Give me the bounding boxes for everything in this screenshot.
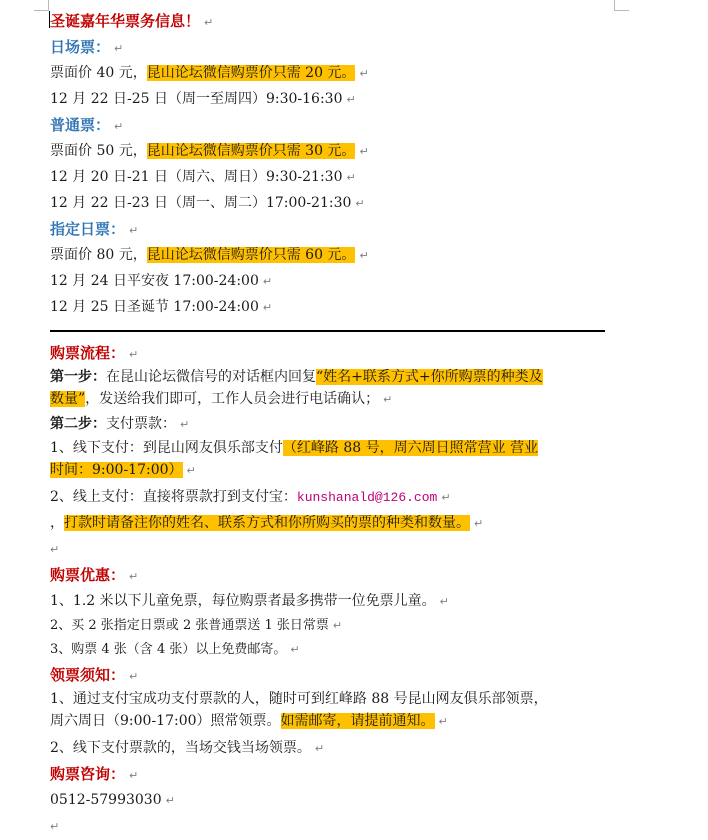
discount-item-line bbox=[50, 588, 610, 614]
day-ticket-price-line bbox=[50, 60, 610, 86]
paragraph-mark-icon: ↵ bbox=[359, 145, 369, 158]
empty-paragraph bbox=[50, 813, 610, 839]
pickup-heading: 领票须知： bbox=[50, 666, 126, 684]
offline-payment-text: 1、线下支付：到昆山网友俱乐部支付 bbox=[50, 440, 283, 456]
discount-heading: 购票优惠： bbox=[50, 566, 126, 584]
pickup-item-1-paragraph bbox=[50, 688, 610, 733]
day-ticket-wechat-price: 昆山论坛微信购票价只需 20 元。 bbox=[146, 65, 356, 81]
pickup-mail-note: 如需邮寄，请提前通知。 bbox=[280, 713, 435, 729]
contact-heading-line bbox=[50, 761, 610, 787]
step1-text: 在昆山论坛微信号的对话框内回复 bbox=[106, 369, 316, 385]
pickup-item-2-line bbox=[50, 735, 610, 761]
specific-ticket-time-1: 12 月 24 日平安夜 17:00-24:00 bbox=[50, 273, 259, 289]
paragraph-mark-icon: ↵ bbox=[129, 224, 139, 237]
step2-label: 第二步： bbox=[50, 416, 106, 432]
step1-text-cont: ，发送给我们即可，工作人员会进行电话确认； bbox=[85, 391, 380, 407]
specific-ticket-time-line bbox=[50, 268, 610, 294]
day-ticket-heading-line bbox=[50, 34, 610, 60]
paragraph-mark-icon: ↵ bbox=[359, 67, 369, 80]
specific-ticket-time-line bbox=[50, 294, 610, 320]
day-ticket-time: 12 月 22 日-25 日（周一至周四）9:30-16:30 bbox=[50, 91, 343, 107]
paragraph-mark-icon: ↵ bbox=[204, 16, 214, 29]
discount-item-2: 2、买 2 张指定日票或 2 张普通票送 1 张日常票 bbox=[50, 618, 329, 633]
specific-ticket-wechat-price: 昆山论坛微信购票价只需 60 元。 bbox=[146, 247, 356, 263]
doc-title-line bbox=[50, 8, 610, 34]
regular-ticket-wechat-price: 昆山论坛微信购票价只需 30 元。 bbox=[146, 143, 356, 159]
paragraph-mark-icon: ↵ bbox=[129, 769, 139, 782]
pickup-item-1: 1、通过支付宝成功支付票款的人，随时可到红峰路 88 号昆山网友俱乐部领票， bbox=[50, 691, 548, 707]
discount-item-line bbox=[50, 614, 610, 638]
payment-note: 打款时请备注你的姓名、联系方式和你所购买的票的种类和数量。 bbox=[64, 515, 470, 531]
specific-ticket-heading: 指定日票： bbox=[50, 220, 126, 238]
process-heading: 购票流程： bbox=[50, 344, 126, 362]
contact-phone: 0512-57993030 bbox=[50, 792, 162, 808]
empty-paragraph bbox=[50, 536, 610, 562]
paragraph-mark-icon: ↵ bbox=[114, 120, 124, 133]
online-payment-text: 2、线上支付：直接将票款打到支付宝： bbox=[50, 489, 297, 505]
specific-ticket-face-price: 票面价 80 元， bbox=[50, 247, 147, 263]
paragraph-mark-icon: ↵ bbox=[438, 715, 448, 728]
step1-reply-format: “姓名+联系方式+你所购票的种类及 bbox=[316, 369, 543, 385]
step2-text: 支付票款： bbox=[106, 416, 176, 432]
specific-ticket-price-line bbox=[50, 242, 610, 268]
discount-item-line bbox=[50, 638, 610, 662]
paragraph-mark-icon: ↵ bbox=[332, 619, 343, 632]
discount-item-3: 3、购票 4 张（含 4 张）以上免费邮寄。 bbox=[50, 642, 287, 657]
process-heading-line bbox=[50, 340, 610, 366]
contact-heading: 购票咨询： bbox=[50, 765, 126, 783]
paragraph-mark-icon: ↵ bbox=[290, 643, 300, 656]
paragraph-mark-icon: ↵ bbox=[346, 171, 356, 184]
paragraph-mark-icon: ↵ bbox=[114, 42, 124, 55]
step2-line bbox=[50, 411, 610, 437]
offline-payment-paragraph bbox=[50, 437, 610, 482]
paragraph-mark-icon: ↵ bbox=[165, 794, 175, 807]
offline-payment-address: （红峰路 88 号，周六周日照常营业 营业 bbox=[282, 440, 539, 456]
paragraph-mark-icon: ↵ bbox=[50, 820, 60, 833]
paragraph-mark-icon: ↵ bbox=[441, 491, 451, 504]
step1-label: 第一步： bbox=[50, 369, 106, 385]
document-body[interactable] bbox=[50, 8, 610, 839]
step1-paragraph bbox=[50, 366, 610, 411]
payment-note-comma: ， bbox=[50, 515, 64, 531]
paragraph-mark-icon: ↵ bbox=[129, 670, 139, 683]
doc-title: 圣诞嘉年华票务信息！ bbox=[50, 12, 201, 30]
discount-heading-line bbox=[50, 562, 610, 588]
regular-ticket-heading-line bbox=[50, 112, 610, 138]
regular-ticket-price-line bbox=[50, 138, 610, 164]
margin-corner-mark bbox=[34, 0, 49, 11]
contact-phone-line bbox=[50, 787, 610, 813]
paragraph-mark-icon: ↵ bbox=[129, 570, 139, 583]
horizontal-rule bbox=[50, 330, 605, 332]
day-ticket-face-price: 票面价 40 元， bbox=[50, 65, 147, 81]
step1-reply-format-cont: 数量” bbox=[50, 391, 86, 407]
regular-ticket-time-2: 12 月 22 日-23 日（周一、周二）17:00-21:30 bbox=[50, 195, 352, 211]
discount-item-1: 1、1.2 米以下儿童免票，每位购票者最多携带一位免票儿童。 bbox=[50, 593, 436, 609]
day-ticket-heading: 日场票： bbox=[50, 38, 111, 56]
alipay-email-link[interactable]: kunshanald@126.com bbox=[296, 490, 438, 505]
regular-ticket-face-price: 票面价 50 元， bbox=[50, 143, 147, 159]
paragraph-mark-icon: ↵ bbox=[355, 197, 365, 210]
margin-corner-mark bbox=[614, 0, 629, 11]
paragraph-mark-icon: ↵ bbox=[346, 93, 356, 106]
paragraph-mark-icon: ↵ bbox=[180, 418, 190, 431]
payment-note-line bbox=[50, 510, 610, 536]
paragraph-mark-icon: ↵ bbox=[186, 464, 196, 477]
paragraph-mark-icon: ↵ bbox=[314, 742, 325, 755]
day-ticket-time-line bbox=[50, 86, 610, 112]
paragraph-mark-icon: ↵ bbox=[262, 301, 273, 314]
regular-ticket-time-line bbox=[50, 164, 610, 190]
online-payment-line bbox=[50, 484, 610, 510]
paragraph-mark-icon: ↵ bbox=[383, 393, 393, 406]
paragraph-mark-icon: ↵ bbox=[359, 249, 369, 262]
specific-ticket-time-2: 12 月 25 日圣诞节 17:00-24:00 bbox=[50, 299, 259, 315]
paragraph-mark-icon: ↵ bbox=[474, 517, 484, 530]
paragraph-mark-icon: ↵ bbox=[50, 543, 60, 556]
paragraph-mark-icon: ↵ bbox=[129, 348, 139, 361]
paragraph-mark-icon: ↵ bbox=[262, 275, 273, 288]
regular-ticket-time-line bbox=[50, 190, 610, 216]
pickup-heading-line bbox=[50, 662, 610, 688]
regular-ticket-time-1: 12 月 20 日-21 日（周六、周日）9:30-21:30 bbox=[50, 169, 343, 185]
offline-payment-hours: 时间：9:00-17:00） bbox=[50, 462, 183, 478]
regular-ticket-heading: 普通票： bbox=[50, 116, 111, 134]
specific-ticket-heading-line bbox=[50, 216, 610, 242]
pickup-item-1-cont: 周六周日（9:00-17:00）照常领票。 bbox=[50, 713, 281, 729]
pickup-item-2: 2、线下支付票款的，当场交钱当场领票。 bbox=[50, 740, 311, 756]
paragraph-mark-icon: ↵ bbox=[439, 595, 449, 608]
